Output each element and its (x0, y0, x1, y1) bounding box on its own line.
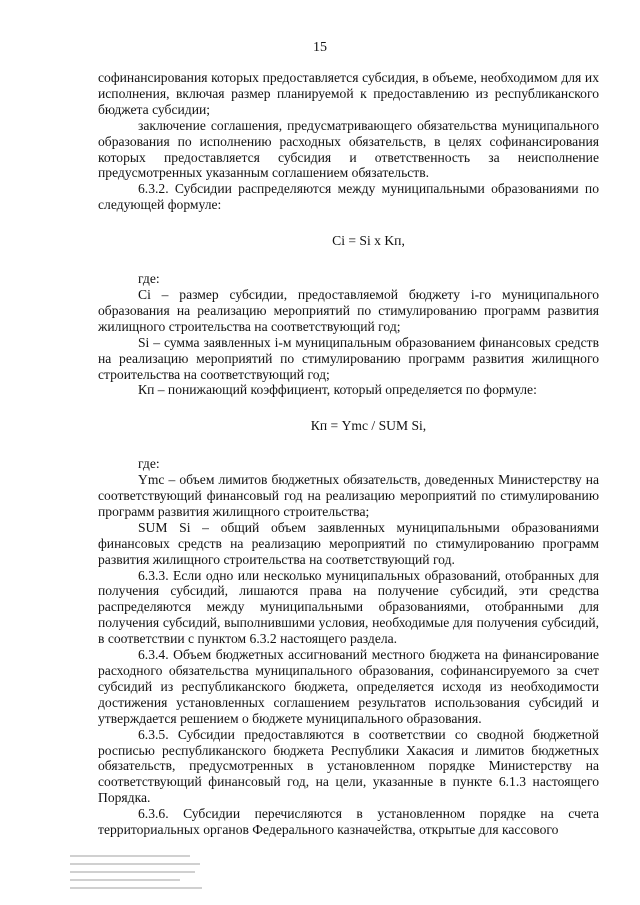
paragraph: SUM Si – общий объем заявленных муниципальными образованиями финансовых средств на реализацию мероприятий по стимулированию программ развития жилищного строительства на соответствующий год. (98, 519, 599, 567)
formula: Ci = Si x Kп, (332, 233, 405, 249)
paragraph: Кп – понижающий коэффициент, который определяется по формуле: (138, 382, 537, 398)
electronic-signature-stamp (62, 852, 212, 898)
paragraph: Ymc – объем лимитов бюджетных обязательств, доведенных Министерству на соответствующий финансовый год на реализацию мероприятий по стимулированию программ развития жилищного строительства; (98, 472, 599, 519)
paragraph: 6.3.5. Субсидии предоставляются в соответствии со сводной бюджетной росписью республиканского бюджета Республики Хакасия и лимитов бюджетных обязательств, предусмотренных в установленном порядке Министерству на соответствующий финансовый год, на цели, указанные в пункте 6.1.3 настоящего Порядка. (98, 726, 599, 806)
paragraph: Si – сумма заявленных i-м муниципальным образованием финансовых средств на реализацию мероприятий по стимулированию программ развития жилищного строительства на соответствующий год; (98, 334, 599, 382)
paragraph: 6.3.2. Субсидии распределяются между муниципальными образованиями по следующей формуле: (98, 181, 599, 213)
paragraph: Ci – размер субсидии, предоставляемой бюджету i-го муниципального образования на реализацию мероприятий по стимулированию программ развития жилищного строительства на соответствующий год; (98, 286, 599, 334)
paragraph: где: (138, 271, 160, 287)
paragraph: софинансирования которых предоставляется субсидия, в объеме, необходимом для их исполнения, включая размер планируемой к предоставлению из республиканского бюджета субсидии; (98, 70, 599, 117)
paragraph: заключение соглашения, предусматривающего обязательства муниципального образования по исполнению расходных обязательств, в целях софинансирования которых предоставляется субсидия и ответственность за неисполнение предусмотренных указанным соглашением обязательств. (98, 117, 599, 181)
paragraph: 6.3.6. Субсидии перечисляются в установленном порядке на счета территориальных органов Федерального казначейства, открытые для кассового (98, 806, 599, 838)
paragraph: где: (138, 456, 160, 472)
formula: Кп = Ymc / SUM Si, (310, 418, 427, 434)
page-number: 15 (313, 40, 327, 55)
document-body (98, 70, 599, 838)
stamp-lines (62, 852, 212, 896)
paragraph: 6.3.3. Если одно или несколько муниципальных образований, отобранных для получения субсидий, лишаются права на получение субсидий, эти средства распределяются между муниципальными образованиями, отобранными для получения субсидий, выполнившими условия, необходимые для получения субсидий, в соответствии с пунктом 6.3.2 настоящего раздела. (98, 567, 599, 647)
paragraph: 6.3.4. Объем бюджетных ассигнований местного бюджета на финансирование расходного обязательства муниципального образования, софинансируемого за счет субсидий из республиканского бюджета, определяется исходя из необходимости достижения установленных соглашением результатов использования субсидий и утверждается решением о бюджете муниципального образования. (98, 647, 599, 726)
